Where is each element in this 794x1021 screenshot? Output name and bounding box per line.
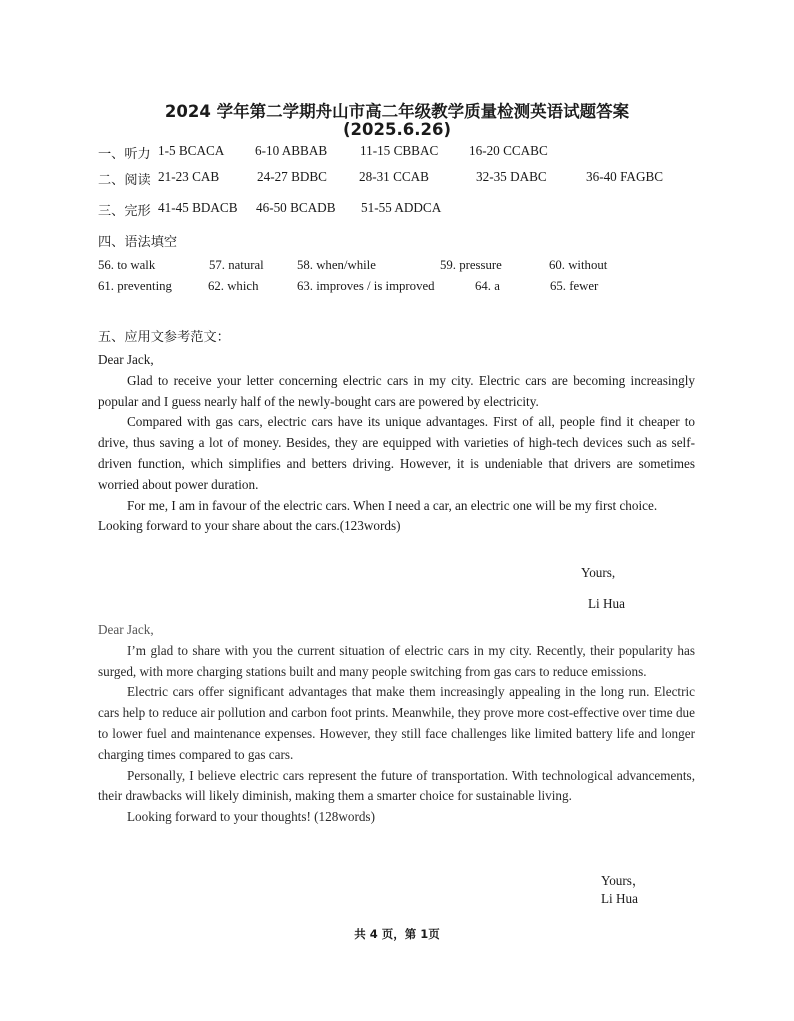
letter-2 (98, 620, 695, 828)
answer-group: 46-50 BCADB (256, 200, 336, 215)
reading-label: 二、阅读 (98, 172, 151, 187)
page-subtitle-date: (2025.6.26) (343, 120, 451, 139)
answer-group: 24-27 BDBC (257, 169, 327, 184)
grammar-answer: 58. when/while (297, 258, 376, 272)
answer-group: 28-31 CCAB (359, 169, 429, 184)
writing-heading: 五、应用文参考范文： (98, 329, 230, 344)
grammar-answer: 56. to walk (98, 258, 156, 272)
answer-group: 51-55 ADDCA (361, 200, 442, 215)
letter-1-signature: Li Hua (588, 596, 625, 611)
page-title: 2024 学年第二学期舟山市高二年级教学质量检测英语试题答案 (164, 102, 630, 121)
grammar-answer: 62. which (208, 279, 259, 293)
answer-group: 6-10 ABBAB (255, 143, 328, 158)
answer-group: 41-45 BDACB (158, 200, 238, 215)
letter-2-signoff: Yours， (601, 873, 646, 888)
letter-paragraph: Compared with gas cars, electric cars have its unique advantages. First of all, people find it cheaper to drive, thus saving a lot of money. Besides, they are equipped with varieties of high-tech devices such as self-driven function, which simplifies and betters driving. However, it is undeniable that drivers are sometimes worried about power duration. (98, 414, 695, 492)
grammar-answer: 60. without (549, 258, 608, 272)
grammar-answer: 57. natural (209, 258, 264, 272)
letter-paragraph: I’m glad to share with you the current situation of electric cars in my city. Recently, their popularity has surged, with more charging stations built and many people switching from gas cars to reduce emissions. (98, 642, 695, 679)
grammar-heading: 四、语法填空 (98, 234, 178, 249)
letter-salutation: Dear Jack, (98, 352, 154, 367)
grammar-answer: 59. pressure (440, 258, 502, 272)
answer-group: 1-5 BCACA (158, 143, 225, 158)
page-footer: 共 4 页，第 1页 (354, 927, 440, 941)
grammar-answer: 63. improves / is improved (297, 279, 435, 293)
answer-group: 36-40 FAGBC (586, 169, 664, 184)
answer-group: 16-20 CCABC (469, 143, 548, 158)
letter-1-signoff: Yours, (581, 565, 616, 580)
letter-salutation: Dear Jack, (98, 622, 154, 637)
grammar-answer: 65. fewer (550, 279, 599, 293)
letter-2-signature: Li Hua (601, 891, 638, 906)
letter-paragraph: Looking forward to your thoughts! (128words) (127, 809, 375, 825)
letter-paragraph: For me, I am in favour of the electric cars. When I need a car, an electric one will be my first choice. (127, 497, 658, 513)
letter-1 (98, 350, 695, 537)
letter-paragraph: Glad to receive your letter concerning electric cars in my city. Electric cars are becoming increasingly popular and I guess nearly half of the newly-bought cars are powered by electricity. (98, 372, 695, 409)
grammar-answer: 64. a (475, 279, 500, 293)
cloze-label: 三、完形 (98, 203, 151, 218)
grammar-answer: 61. preventing (98, 279, 172, 293)
answer-group: 21-23 CAB (158, 169, 220, 184)
letter-paragraph: Electric cars offer significant advantages that make them increasingly appealing in the long run. Electric cars help to reduce air pollution and carbon foot prints. Meanwhile, they prove more cost-effective over time due to lower fuel and maintenance expenses. However, they still face challenges like limited battery life and longer charging times compared to gas cars. (98, 684, 695, 762)
answer-group: 32-35 DABC (476, 169, 547, 184)
letter-paragraph: Personally, I believe electric cars represent the future of transportation. With technological advancements, their drawbacks will likely diminish, making them a smarter choice for sustainable living. (98, 767, 695, 804)
letter-closing-line: Looking forward to your share about the cars.(123words) (98, 518, 401, 534)
listening-label: 一、听力 (98, 146, 151, 161)
answer-group: 11-15 CBBAC (360, 143, 439, 158)
